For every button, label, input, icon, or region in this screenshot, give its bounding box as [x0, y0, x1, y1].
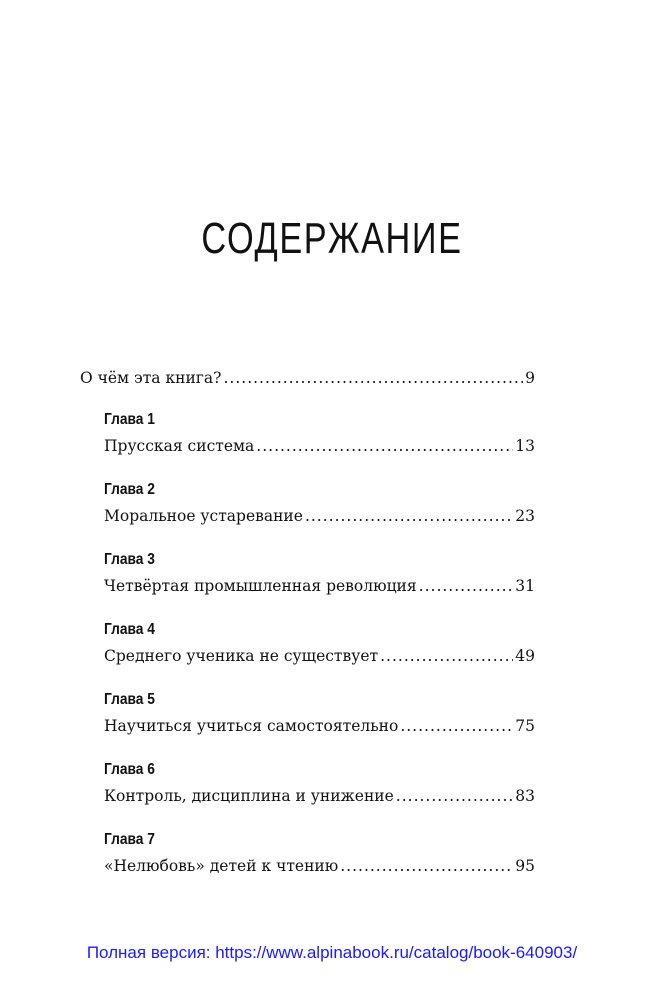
toc-entry-chapter-2[interactable] — [104, 506, 535, 526]
toc-entry-title: Среднего ученика не существует — [104, 647, 379, 665]
chapter-label: Глава 7 — [104, 831, 155, 848]
chapter-label: Глава 2 — [104, 481, 155, 498]
toc-entry-title: О чём эта книга? — [80, 369, 222, 387]
toc-entry-page: 31 — [515, 577, 535, 595]
toc-entry-page: 9 — [525, 369, 535, 387]
toc-entry-page: 23 — [515, 507, 535, 525]
dot-leader — [400, 716, 513, 736]
chapter-label: Глава 3 — [104, 551, 155, 568]
toc-entry-page: 49 — [515, 647, 535, 665]
toc-entry-page: 75 — [515, 717, 535, 735]
toc-entry-title: Четвёртая промышленная революция — [104, 577, 417, 595]
dot-leader — [223, 368, 523, 388]
toc-entry-title: Научиться учиться самостоятельно — [104, 717, 399, 735]
toc-entry-chapter-3[interactable] — [104, 576, 535, 596]
dot-leader — [380, 646, 513, 666]
toc-entry-page: 83 — [515, 787, 535, 805]
chapter-label: Глава 6 — [104, 761, 155, 778]
toc-entry-title: Моральное устаревание — [104, 507, 303, 525]
chapter-label: Глава 4 — [104, 621, 155, 638]
dot-leader — [419, 576, 514, 596]
toc-entry-title: Прусская система — [104, 437, 255, 455]
toc-entry-chapter-4[interactable] — [104, 646, 535, 666]
dot-leader — [340, 856, 513, 876]
page-title: СОДЕРЖАНИЕ — [201, 214, 463, 263]
chapter-label: Глава 5 — [104, 691, 155, 708]
dot-leader — [396, 786, 513, 806]
toc-entry-intro[interactable] — [80, 368, 535, 388]
toc-entry-chapter-5[interactable] — [104, 716, 535, 736]
toc-entry-chapter-6[interactable] — [104, 786, 535, 806]
toc-entry-chapter-7[interactable] — [104, 856, 535, 876]
toc-entry-chapter-1[interactable] — [104, 436, 535, 456]
chapter-label: Глава 1 — [104, 411, 155, 428]
dot-leader — [256, 436, 513, 456]
toc-entry-title: Контроль, дисциплина и унижение — [104, 787, 394, 805]
full-version-link[interactable]: Полная версия: https://www.alpinabook.ru/catalog/book-640903/ — [86, 943, 578, 962]
toc-entry-page: 95 — [515, 857, 535, 875]
toc-entry-title: «Нелюбовь» детей к чтению — [104, 857, 339, 875]
toc-entry-page: 13 — [515, 437, 535, 455]
dot-leader — [305, 506, 513, 526]
